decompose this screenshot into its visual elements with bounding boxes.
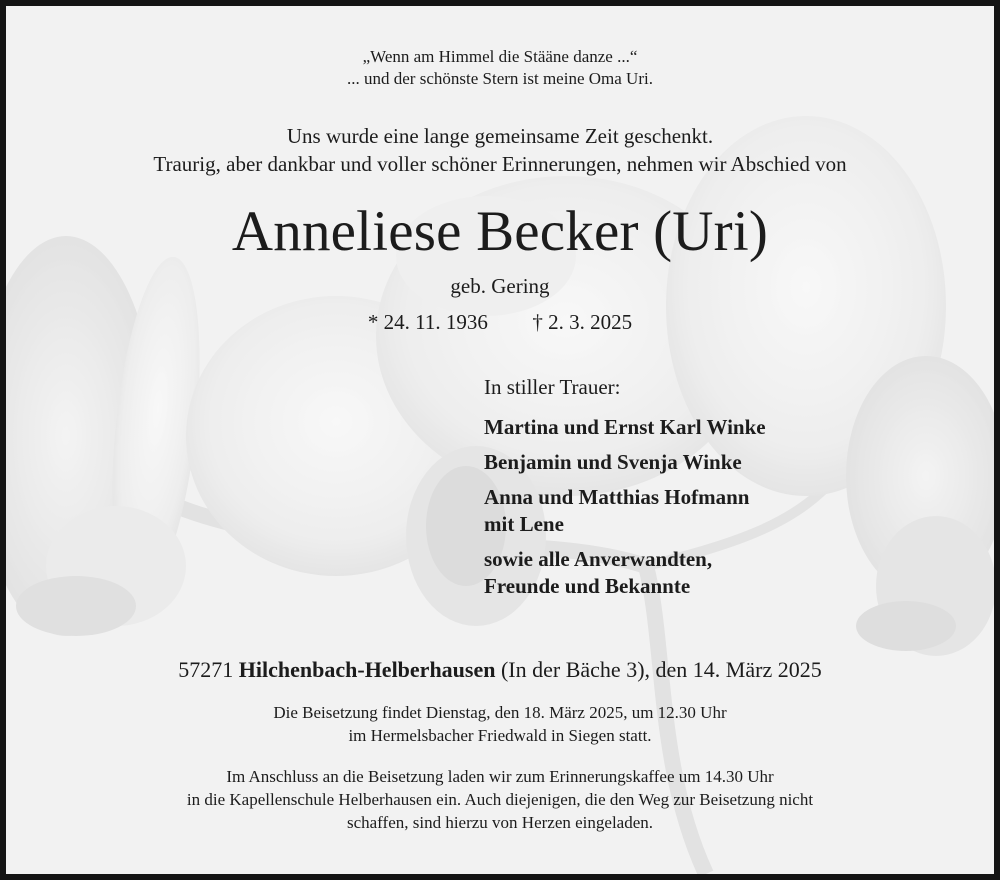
quote-line-2: ... und der schönste Stern ist meine Oma Uri. [347,69,653,88]
mourner-line: mit Lene [484,512,564,536]
life-dates [6,310,994,335]
place-and-date [6,656,994,684]
coffee-line-3: schaffen, sind hierzu von Herzen eingeladen. [346,813,654,832]
intro-line-2: Traurig, aber dankbar und voller schöner Erinnerungen, nehmen wir Abschied von [153,152,847,176]
quote-line-1: „Wenn am Himmel die Stääne danze ...“ [362,47,638,66]
mourner-group [484,414,964,441]
birth-date: * 24. 11. 1936 [367,310,488,334]
mourner-line: Martina und Ernst Karl Winke [484,415,766,439]
zip-code: 57271 [178,657,234,682]
funeral-line-2: im Hermelsbacher Friedwald in Siegen statt. [348,726,652,745]
obituary-card [6,6,994,874]
coffee-line-2: in die Kapellenschule Helberhausen ein. Auch diejenigen, die den Weg zur Beisetzung nicht [186,790,814,809]
town-name: Hilchenbach-Helberhausen [238,657,496,682]
mourner-group [484,449,964,476]
mourner-line: Benjamin und Svenja Winke [484,450,742,474]
mourner-line: Anna und Matthias Hofmann [484,485,750,509]
mourner-line: Freunde und Bekannte [484,574,691,598]
mourner-line: sowie alle Anverwandten, [484,547,713,571]
birth-name: geb. Gering [450,274,550,298]
intro-line-1: Uns wurde eine lange gemeinsame Zeit geschenkt. [286,124,714,148]
mourner-group [484,484,964,538]
mourners-block [484,374,964,608]
coffee-line-1: Im Anschluss an die Beisetzung laden wir zum Erinnerungskaffee um 14.30 Uhr [226,767,774,786]
mourner-group [484,546,964,600]
funeral-line-1: Die Beisetzung findet Dienstag, den 18. März 2025, um 12.30 Uhr [273,703,727,722]
mourners-intro: In stiller Trauer: [484,375,621,399]
death-date: † 2. 3. 2025 [532,310,633,334]
address-and-date: (In der Bäche 3), den 14. März 2025 [500,657,822,682]
deceased-name: Anneliese Becker (Uri) [231,200,769,263]
